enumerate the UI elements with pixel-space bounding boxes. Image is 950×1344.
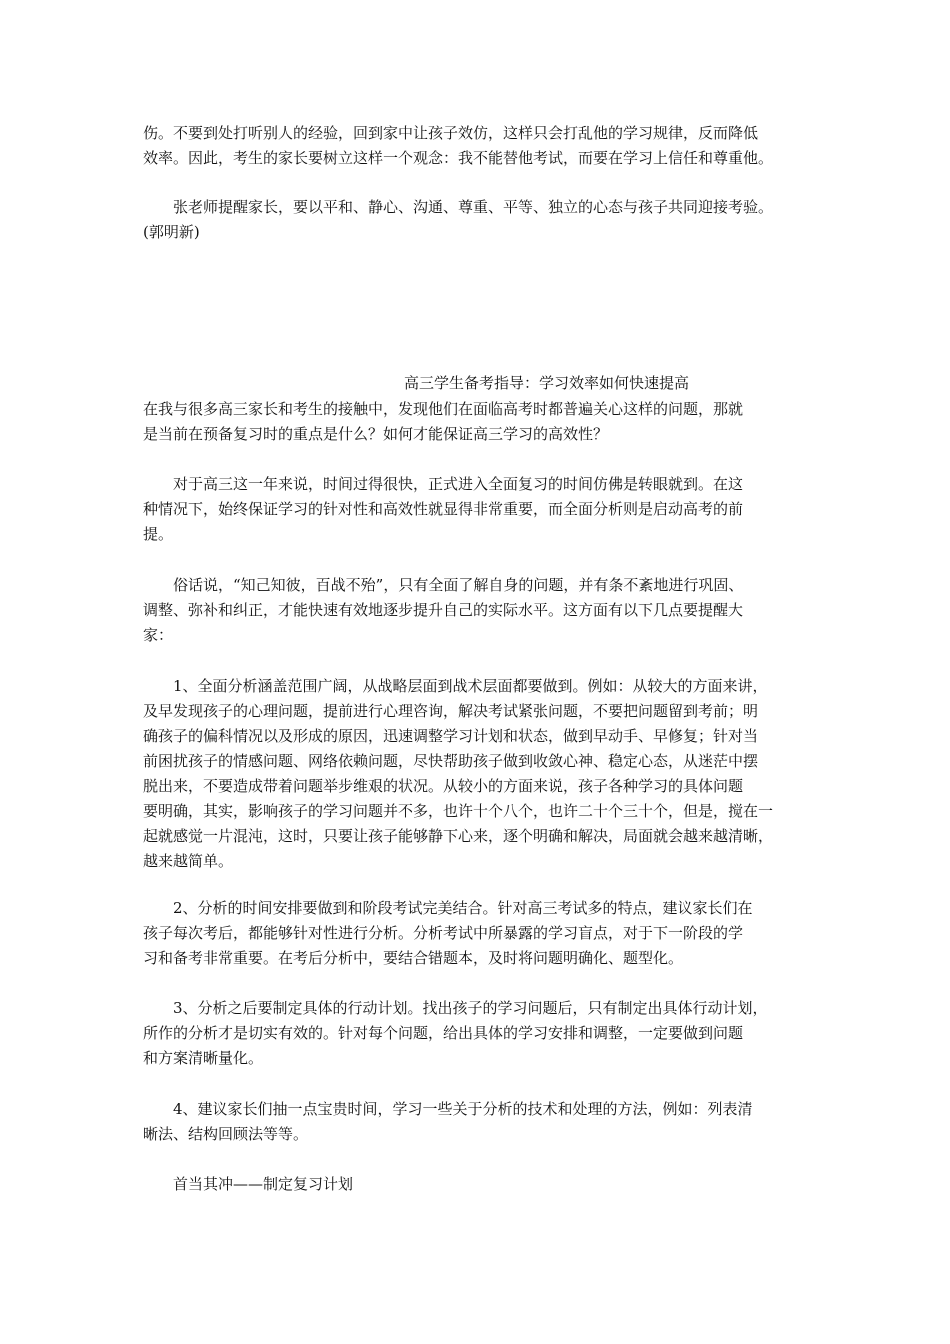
paragraph-proverb <box>143 573 818 648</box>
text-line: 确孩子的偏科情况以及形成的原因，迅速调整学习计划和状态，做到早动手、早修复；针对当 <box>143 727 759 745</box>
list-item-2 <box>143 896 818 971</box>
text-line: 3、分析之后要制定具体的行动计划。找出孩子的学习问题后，只有制定出具体行动计划， <box>173 999 768 1017</box>
list-item-3 <box>143 996 818 1071</box>
text-line: 伤。不要到处打听别人的经验，回到家中让孩子效仿，这样只会打乱他的学习规律，反而降低 <box>143 124 759 142</box>
paragraph-parent-advice <box>143 121 818 171</box>
text-line: 张老师提醒家长，要以平和、静心、沟通、尊重、平等、独立的心态与孩子共同迎接考验。 <box>173 198 774 216</box>
text-line: 家： <box>143 626 174 644</box>
text-line: 调整、弥补和纠正，才能快速有效地逐步提升自己的实际水平。这方面有以下几点要提醒大 <box>143 601 744 619</box>
text-line: 习和备考非常重要。在考后分析中，要结合错题本，及时将问题明确化、题型化。 <box>143 949 684 967</box>
text-line: 脱出来，不要造成带着问题举步维艰的状况。从较小的方面来说，孩子各种学习的具体问题 <box>143 777 744 795</box>
text-line: 首当其冲——制定复习计划 <box>173 1175 354 1193</box>
text-line: 在我与很多高三家长和考生的接触中，发现他们在面临高考时都普遍关心这样的问题，那就 <box>143 400 744 418</box>
paragraph-teacher-reminder <box>143 195 818 245</box>
text-line: 2、分析的时间安排要做到和阶段考试完美结合。针对高三考试多的特点，建议家长们在 <box>173 899 753 917</box>
paragraph-time <box>143 472 818 547</box>
text-line: 种情况下，始终保证学习的针对性和高效性就显得非常重要，而全面分析则是启动高考的前 <box>143 500 744 518</box>
text-line: 对于高三这一年来说，时间过得很快，正式进入全面复习的时间仿佛是转眼就到。在这 <box>173 475 744 493</box>
text-line: 4、建议家长们抽一点宝贵时间，学习一些关于分析的技术和处理的方法，例如：列表清 <box>173 1100 753 1118</box>
section-heading <box>143 1172 818 1197</box>
text-line: 俗话说，“知己知彼，百战不殆”，只有全面了解自身的问题，并有条不紊地进行巩固、 <box>173 576 744 594</box>
text-line: 孩子每次考后，都能够针对性进行分析。分析考试中所暴露的学习盲点，对于下一阶段的学 <box>143 924 744 942</box>
list-item-4 <box>143 1097 818 1147</box>
text-line: 前困扰孩子的情感问题、网络依赖问题，尽快帮助孩子做到收敛心神、稳定心态，从迷茫中摆 <box>143 752 759 770</box>
text-line: 晰法、结构回顾法等等。 <box>143 1125 309 1143</box>
text-line: 效率。因此，考生的家长要树立这样一个观念：我不能替他考试，而要在学习上信任和尊重他。 <box>143 149 774 167</box>
text-line: 和方案清晰量化。 <box>143 1049 264 1067</box>
paragraph-intro <box>143 397 818 447</box>
text-line: 越来越简单。 <box>143 852 234 870</box>
list-item-1 <box>143 674 818 874</box>
author-credit: (郭明新) <box>143 223 200 241</box>
text-line: 要明确，其实，影响孩子的学习问题并不多，也许十个八个，也许二十个三十个，但是，搅在一 <box>143 802 774 820</box>
text-line: 1、全面分析涵盖范围广阔，从战略层面到战术层面都要做到。例如：从较大的方面来讲， <box>173 677 768 695</box>
article-title: 高三学生备考指导：学习效率如何快速提高 <box>404 374 690 392</box>
text-line: 及早发现孩子的心理问题，提前进行心理咨询，解决考试紧张问题，不要把问题留到考前；明 <box>143 702 759 720</box>
text-line: 起就感觉一片混沌，这时，只要让孩子能够静下心来，逐个明确和解决，局面就会越来越清晰， <box>143 827 774 845</box>
text-line: 是当前在预备复习时的重点是什么？如何才能保证高三学习的高效性？ <box>143 425 609 443</box>
text-line: 提。 <box>143 525 174 543</box>
text-line: 所作的分析才是切实有效的。针对每个问题，给出具体的学习安排和调整，一定要做到问题 <box>143 1024 744 1042</box>
